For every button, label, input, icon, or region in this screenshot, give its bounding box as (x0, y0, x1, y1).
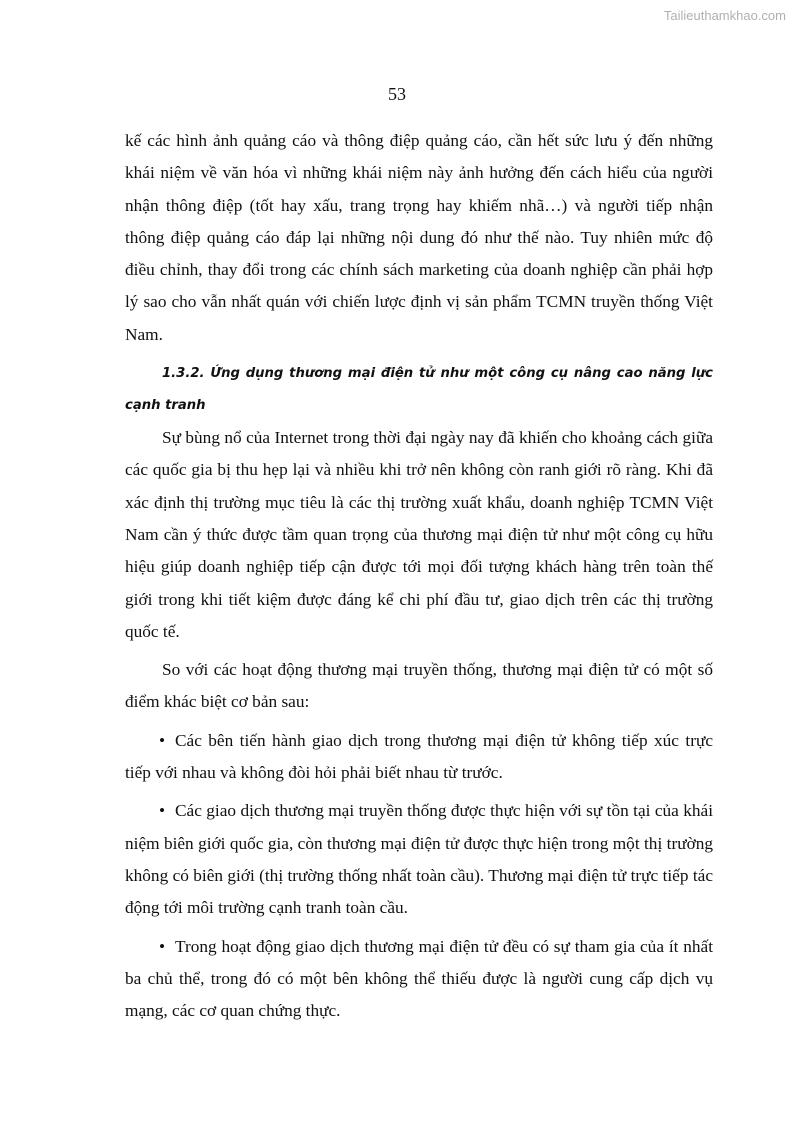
page-number: 53 (388, 84, 406, 104)
paragraph-comparison: So với các hoạt động thương mại truyền thống, thương mại điện tử có một số điểm khác biệt cơ bản sau: (125, 660, 713, 712)
bullet-icon: • (159, 936, 166, 956)
watermark: Tailieuthamkhao.com (663, 8, 786, 23)
document-body (125, 125, 713, 1027)
section-heading: 1.3.2. Ứng dụng thương mại điện tử như một công cụ nâng cao năng lực cạnh tranh (125, 366, 713, 414)
paragraph-internet: Sự bùng nổ của Internet trong thời đại ngày nay đã khiến cho khoảng cách giữa các quốc gia bị thu hẹp lại và nhiều khi trở nên không còn ranh giới rõ ràng. Khi đã xác định thị trường mục tiêu là các thị trường xuất khẩu, doanh nghiệp TCMN Việt Nam cần ý thức được tầm quan trọng của thương mại điện tử như một công cụ hữu hiệu giúp doanh nghiệp tiếp cận được tới mọi đối tượng khách hàng trên toàn thế giới trong khi tiết kiệm được đáng kể chi phí đầu tư, giao dịch trên các thị trường quốc tế. (125, 428, 713, 641)
bullet-item (125, 931, 713, 1028)
bullet-icon: • (159, 801, 166, 821)
bullet-text: Trong hoạt động giao dịch thương mại điện tử đều có sự tham gia của ít nhất ba chủ thể, trong đó có một bên không thể thiếu được là người cung cấp dịch vụ mạng, các cơ quan chứng thực. (125, 936, 713, 1021)
bullet-text: Các bên tiến hành giao dịch trong thương mại điện tử không tiếp xúc trực tiếp với nhau và không đòi hỏi phải biết nhau từ trước. (125, 730, 713, 783)
bullet-icon: • (159, 730, 166, 750)
paragraph-continuation: kế các hình ảnh quảng cáo và thông điệp quảng cáo, cần hết sức lưu ý đến những khái niệm về văn hóa vì những khái niệm này ảnh hưởng đến cách hiểu của người nhận thông điệp (tốt hay xấu, trang trọng hay khiếm nhã…) và người tiếp nhận thông điệp quảng cáo đáp lại những nội dung đó như thế nào. Tuy nhiên mức độ điều chỉnh, thay đổi trong các chính sách marketing của doanh nghiệp cần phải hợp lý sao cho vẫn nhất quán với chiến lược định vị sản phẩm TCMN truyền thống Việt Nam. (125, 131, 713, 344)
bullet-item (125, 725, 713, 790)
bullet-item (125, 795, 713, 924)
bullet-text: Các giao dịch thương mại truyền thống được thực hiện với sự tồn tại của khái niệm biên giới quốc gia, còn thương mại điện tử được thực hiện trong một thị trường không có biên giới (thị trường thống nhất toàn cầu). Thương mại điện tử trực tiếp tác động tới môi trường cạnh tranh toàn cầu. (125, 801, 713, 918)
